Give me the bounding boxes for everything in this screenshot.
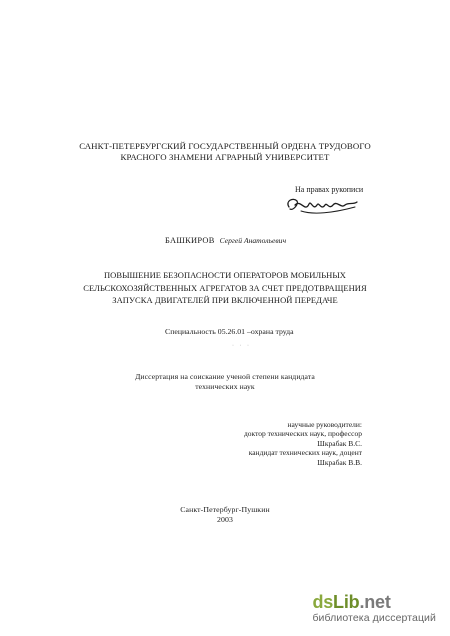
supervisor-2-title: кандидат технических наук, доцент <box>248 448 362 458</box>
dslib-watermark[interactable] <box>312 592 436 625</box>
dslib-logo[interactable] <box>312 592 436 612</box>
author-given-names: Сергей Анатольевич <box>219 236 287 245</box>
degree-statement <box>0 372 450 391</box>
title-line-1: ПОВЫШЕНИЕ БЕЗОПАСНОСТИ ОПЕРАТОРОВ МОБИЛЬНЫХ <box>103 270 346 280</box>
author-surname: БАШКИРОВ <box>165 236 215 245</box>
title-line-2: СЕЛЬСКОХОЗЯЙСТВЕННЫХ АГРЕГАТОВ ЗА СЧЕТ ПРЕДОТВРАЩЕНИЯ <box>83 282 367 293</box>
degree-line-1: Диссертация на соискание ученой степени кандидата <box>135 372 315 381</box>
degree-line-2: технических наук <box>195 381 255 391</box>
university-line-2: КРАСНОГО ЗНАМЕНИ АГРАРНЫЙ УНИВЕРСИТЕТ <box>120 152 330 162</box>
watermark-subtitle: библиотека диссертаций <box>312 612 436 624</box>
dissertation-title <box>0 269 450 307</box>
university-line-1: САНКТ-ПЕТЕРБУРГСКИЙ ГОСУДАРСТВЕННЫЙ ОРДЕНА ТРУДОВОГО <box>79 141 371 151</box>
logo-part-net: .net <box>359 592 391 612</box>
manuscript-note: На правах рукописи <box>295 185 364 194</box>
place-and-year <box>0 505 450 524</box>
logo-part-lib: Lib <box>333 592 360 612</box>
supervisor-1-title: доктор технических наук, профессор <box>243 429 362 439</box>
supervisors-block <box>240 420 362 467</box>
supervisors-heading: научные руководители: <box>287 420 362 429</box>
city-line: Санкт-Петербург-Пушкин <box>180 505 270 514</box>
handwritten-signature <box>283 193 363 219</box>
year-line: 2003 <box>217 514 233 524</box>
scan-speckle: · · · <box>232 343 251 349</box>
university-header <box>0 141 450 163</box>
logo-part-ds: ds <box>312 592 334 612</box>
author-name <box>165 236 286 245</box>
title-line-3: ЗАПУСКА ДВИГАТЕЛЕЙ ПРИ ВКЛЮЧЕННОЙ ПЕРЕДАЧЕ <box>112 295 338 306</box>
supervisor-2-name: Шкрабак В.В. <box>317 457 362 467</box>
specialty-line: Специальность 05.26.01 –охрана труда <box>165 327 294 336</box>
supervisor-1-name: Шкрабак В.С. <box>317 438 362 448</box>
